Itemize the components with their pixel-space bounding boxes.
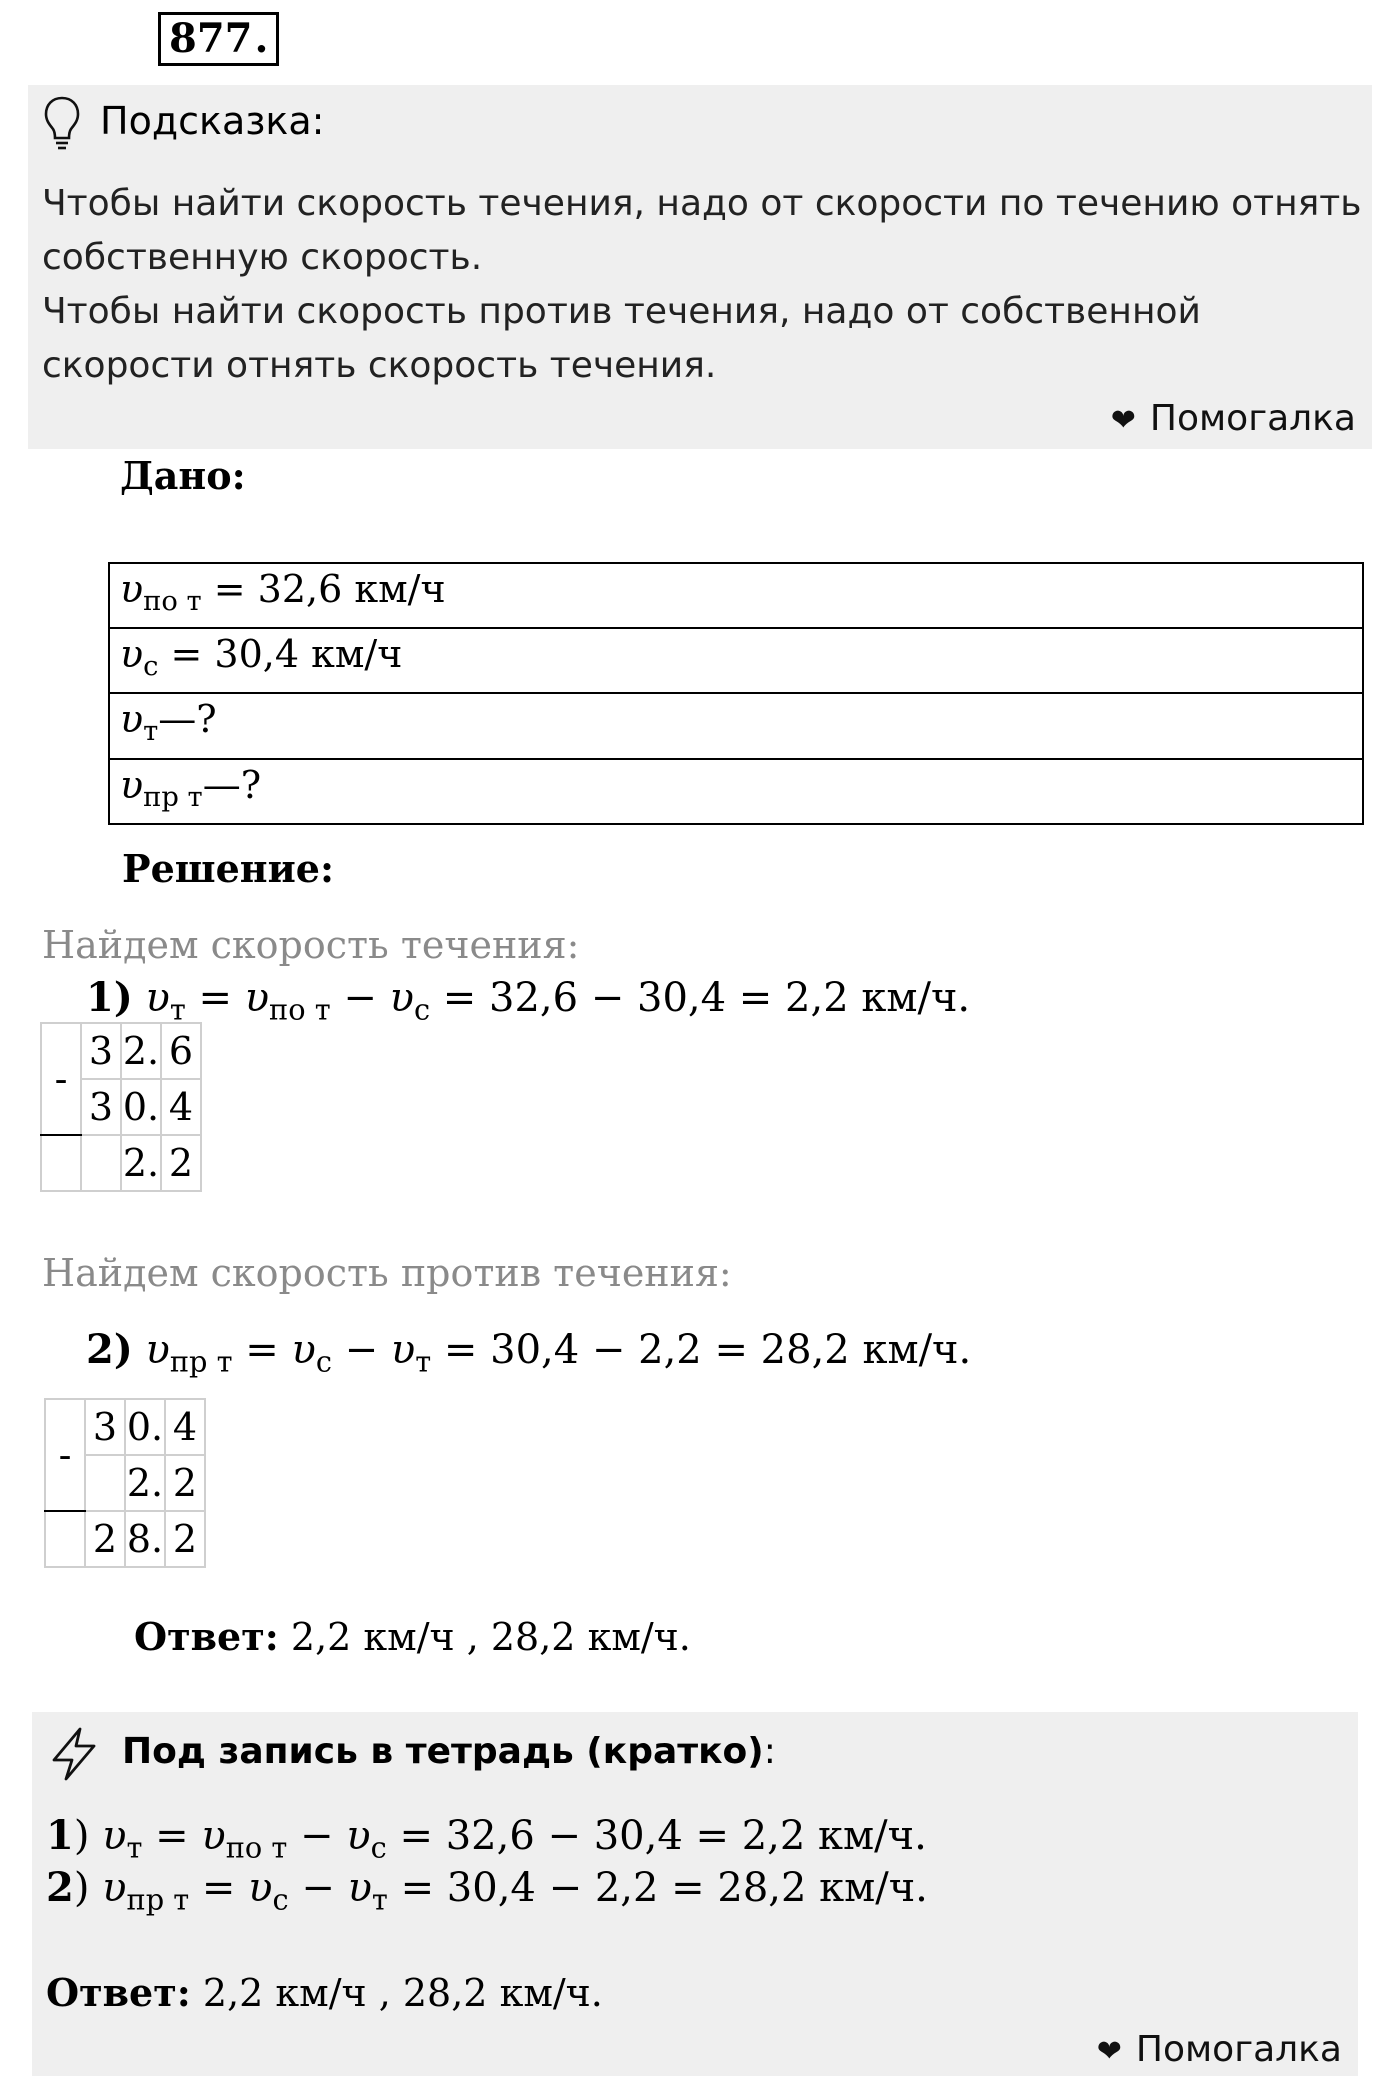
lightbulb-icon (42, 95, 82, 151)
minus-sign: - (41, 1023, 81, 1135)
step-number: 1 (46, 1812, 74, 1859)
answer-value: 2,2 км/ч , 28,2 км/ч. (278, 1615, 691, 1659)
formula-text: − (288, 1865, 348, 1911)
calc2-grid (44, 1398, 206, 1568)
calc-cell: 2 (165, 1511, 205, 1567)
given-cell (109, 563, 1363, 628)
calc-cell: 2 (165, 1455, 205, 1511)
var-symbol: υ (120, 762, 144, 807)
hint-box (28, 85, 1372, 449)
var-subscript: т (169, 992, 186, 1027)
var-symbol: υ (390, 1327, 416, 1373)
formula-text: = (189, 1865, 249, 1911)
var-subscript: по т (143, 586, 202, 618)
given-value: —? (158, 697, 217, 742)
var-subscript: по т (225, 1830, 288, 1865)
answer-label: Ответ: (134, 1614, 279, 1659)
var-subscript: пр т (169, 1344, 233, 1379)
short-title-colon: : (763, 1731, 776, 1772)
var-symbol: υ (120, 697, 144, 742)
given-value: = 32,6 км/ч (201, 567, 446, 611)
given-cell (109, 628, 1363, 693)
calc-cell: 3 (81, 1079, 121, 1135)
var-subscript: пр т (143, 781, 203, 813)
step1-text: Найдем скорость течения: (42, 923, 580, 967)
var-subscript: с (315, 1344, 332, 1379)
short-record-box (32, 1712, 1358, 2076)
var-symbol: υ (102, 1865, 127, 1911)
given-value: —? (202, 762, 262, 807)
given-cell (109, 759, 1363, 824)
calc-cell: 0. (125, 1399, 165, 1455)
given-row (109, 693, 1363, 758)
given-row (109, 563, 1363, 628)
var-subscript: пр т (126, 1882, 190, 1917)
var-subscript: т (415, 1344, 432, 1379)
var-symbol: υ (347, 1865, 372, 1911)
given-table (108, 562, 1364, 825)
calc-cell: 2. (121, 1023, 161, 1079)
calc-cell: 2. (125, 1455, 165, 1511)
given-row (109, 628, 1363, 693)
formula-text: = (142, 1813, 202, 1859)
formula-body (102, 1813, 927, 1865)
calc1-block (40, 1022, 202, 1192)
var-symbol: υ (346, 1813, 371, 1859)
calc-row (41, 1135, 201, 1191)
calc-cell: 4 (161, 1079, 201, 1135)
var-subscript: с (370, 1830, 387, 1865)
lightning-icon (48, 1726, 100, 1782)
var-symbol: υ (102, 1813, 127, 1859)
var-subscript: с (143, 651, 159, 683)
step-paren: ) (73, 1813, 90, 1859)
calc-cell (45, 1511, 85, 1567)
calc-cell: 3 (85, 1399, 125, 1455)
var-symbol: υ (120, 632, 144, 677)
calc1-grid (40, 1022, 202, 1192)
hint-line: Чтобы найти скорость течения, надо от скорости по течению отнять (42, 183, 1362, 224)
calc-cell (41, 1135, 81, 1191)
short-title-text: Под запись в тетрадь (кратко) (122, 1731, 764, 1772)
answer-label: Ответ: (46, 1970, 191, 2015)
formula-body (102, 1865, 928, 1917)
short-title (122, 1728, 776, 1776)
brand-name: Помогалка (1135, 2029, 1342, 2070)
step2-text: Найдем скорость против течения: (42, 1251, 732, 1295)
task-number-value: 877 (169, 15, 253, 62)
var-subscript: т (126, 1830, 143, 1865)
var-symbol: υ (201, 1813, 226, 1859)
formula-text: = (185, 975, 245, 1021)
heart-icon: ❤ (1110, 403, 1136, 438)
var-symbol: υ (248, 1865, 273, 1911)
var-symbol: υ (389, 975, 414, 1021)
hint-line: скорости отнять скорость течения. (42, 345, 717, 386)
var-subscript: по т (269, 992, 331, 1027)
var-symbol: υ (291, 1327, 316, 1373)
answer-value: 2,2 км/ч , 28,2 км/ч. (190, 1971, 603, 2015)
calc-cell: 8. (125, 1511, 165, 1567)
hint-line: собственную скорость. (42, 237, 483, 278)
formula-text: = (232, 1327, 292, 1373)
formula-body (145, 1327, 972, 1379)
step1-formula (86, 972, 970, 1036)
formula-text: − (331, 1327, 391, 1373)
formula-text: = 30,4 − 2,2 = 28,2 км/ч. (431, 1327, 972, 1373)
calc-row (45, 1511, 205, 1567)
var-subscript: т (371, 1882, 388, 1917)
brand-name: Помогалка (1149, 398, 1356, 439)
task-number-dot: . (254, 15, 269, 62)
given-row (109, 759, 1363, 824)
var-symbol: υ (120, 567, 144, 611)
calc-cell: 2 (85, 1511, 125, 1567)
formula-text: − (330, 975, 390, 1021)
var-subscript: с (413, 992, 431, 1027)
formula-text: − (287, 1813, 347, 1859)
calc-cell: 4 (165, 1399, 205, 1455)
solution-title: Решение: (122, 846, 334, 891)
step-number: 1) (86, 974, 133, 1021)
answer (134, 1612, 691, 1662)
calc-cell: 6 (161, 1023, 201, 1079)
formula-text: = 32,6 − 30,4 = 2,2 км/ч. (386, 1813, 927, 1859)
step-number: 2 (46, 1864, 74, 1911)
calc-row (41, 1023, 201, 1079)
task-number (158, 12, 279, 66)
calc-cell (81, 1135, 121, 1191)
var-symbol: υ (244, 975, 270, 1021)
heart-icon: ❤ (1096, 2034, 1122, 2069)
step2-formula (86, 1324, 971, 1388)
var-subscript: с (272, 1882, 289, 1917)
hint-title: Подсказка: (100, 99, 325, 143)
given-title: Дано: (120, 453, 246, 498)
var-symbol: υ (145, 975, 170, 1021)
calc-cell: 2 (161, 1135, 201, 1191)
brand-footer (1097, 2028, 1342, 2074)
formula-body (145, 975, 971, 1027)
short-line-2 (46, 1862, 928, 1926)
short-answer (46, 1968, 603, 2018)
var-symbol: υ (145, 1327, 170, 1373)
calc-cell: 2. (121, 1135, 161, 1191)
calc2-block (44, 1398, 206, 1568)
brand-footer (1111, 397, 1356, 443)
step-number: 2) (86, 1326, 133, 1373)
given-value: = 30,4 км/ч (158, 632, 403, 677)
calc-cell: 3 (81, 1023, 121, 1079)
calc-cell (85, 1455, 125, 1511)
var-subscript: т (143, 716, 159, 748)
formula-text: = 32,6 − 30,4 = 2,2 км/ч. (430, 975, 971, 1021)
calc-cell: 0. (121, 1079, 161, 1135)
hint-body (42, 177, 1362, 393)
step-paren: ) (73, 1865, 90, 1911)
given-cell (109, 693, 1363, 758)
formula-text: = 30,4 − 2,2 = 28,2 км/ч. (387, 1865, 928, 1911)
calc-row (45, 1399, 205, 1455)
hint-line: Чтобы найти скорость против течения, надо от собственной (42, 291, 1201, 332)
minus-sign: - (45, 1399, 85, 1511)
